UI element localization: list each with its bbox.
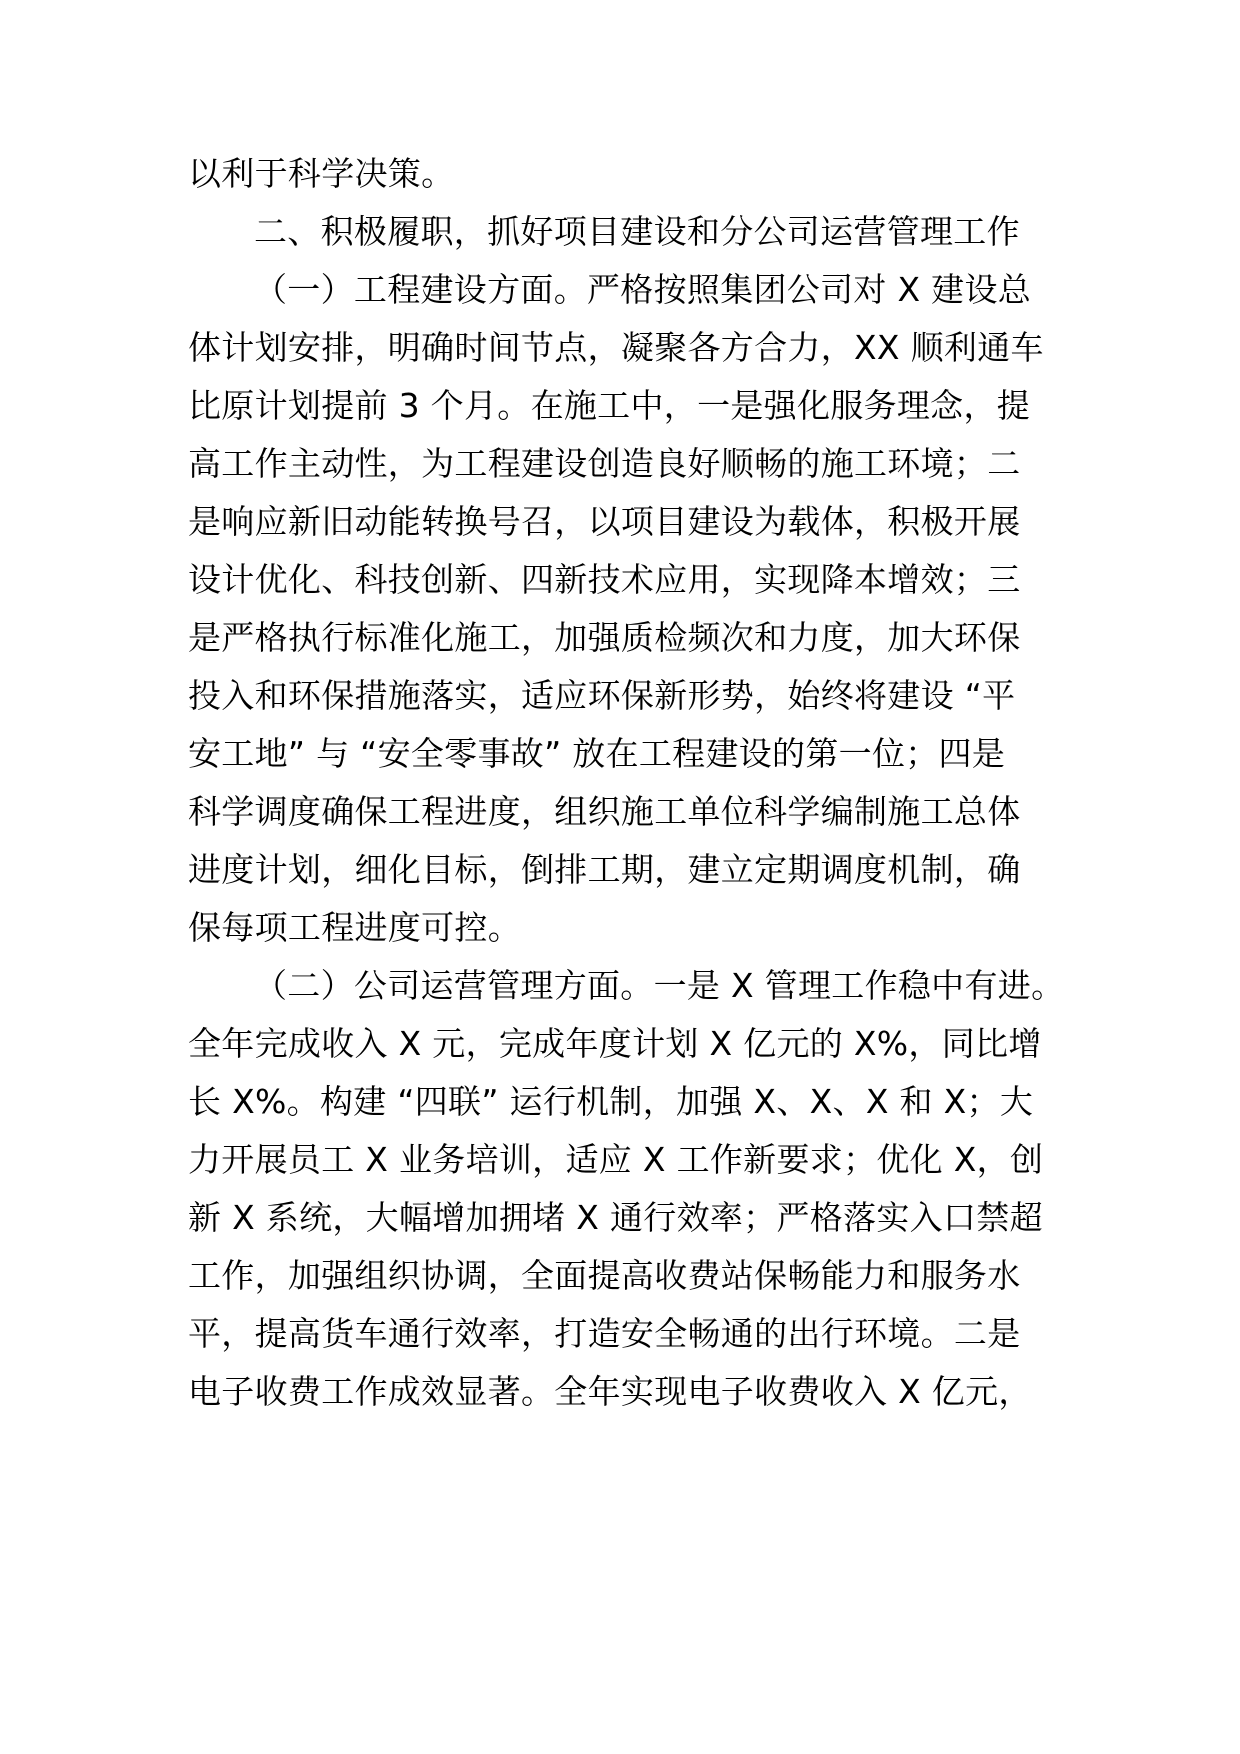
text-line: 体计划安排，明确时间节点，凝聚各方合力，XX 顺利通车 [188,328,1044,367]
text-line: 是响应新旧动能转换号召，以项目建设为载体，积极开展 [188,502,1021,541]
subsection-heading-line: （一）工程建设方面。严格按照集团公司对 X 建设总 [254,270,1032,309]
text-line: 进度计划，细化目标，倒排工期，建立定期调度机制，确 [188,850,1021,889]
text-line: 安工地” 与 “安全零事故” 放在工程建设的第一位；四是 [188,734,1006,773]
text-line: 科学调度确保工程进度，组织施工单位科学编制施工总体 [188,792,1021,831]
section-heading: 二、积极履职，抓好项目建设和分公司运营管理工作 [254,212,1020,251]
subsection-heading-line: （二）公司运营管理方面。一是 X 管理工作稳中有进。 [254,966,1065,1005]
text-line: 全年完成收入 X 元，完成年度计划 X 亿元的 X%，同比增 [188,1024,1042,1063]
text-line: 新 X 系统，大幅增加拥堵 X 通行效率；严格落实入口禁超 [188,1198,1043,1237]
text-line: 保每项工程进度可控。 [188,908,521,947]
text-line: 平，提高货车通行效率，打造安全畅通的出行环境。二是 [188,1314,1021,1353]
text-line: 长 X%。构建 “四联” 运行机制，加强 X、X、X 和 X；大 [188,1082,1034,1121]
text-line: 工作，加强组织协调，全面提高收费站保畅能力和服务水 [188,1256,1021,1295]
text-line: 是严格执行标准化施工，加强质检频次和力度，加大环保 [188,618,1021,657]
text-line: 高工作主动性，为工程建设创造良好顺畅的施工环境；二 [188,444,1021,483]
text-line: 电子收费工作成效显著。全年实现电子收费收入 X 亿元， [188,1372,1032,1411]
text-line: 以利于科学决策。 [188,154,455,193]
text-line: 投入和环保措施落实，适应环保新形势，始终将建设 “平 [188,676,1016,715]
text-line: 比原计划提前 3 个月。在施工中，一是强化服务理念，提 [188,386,1031,425]
text-line: 力开展员工 X 业务培训，适应 X 工作新要求；优化 X，创 [188,1140,1044,1179]
text-line: 设计优化、科技创新、四新技术应用，实现降本增效；三 [188,560,1021,599]
